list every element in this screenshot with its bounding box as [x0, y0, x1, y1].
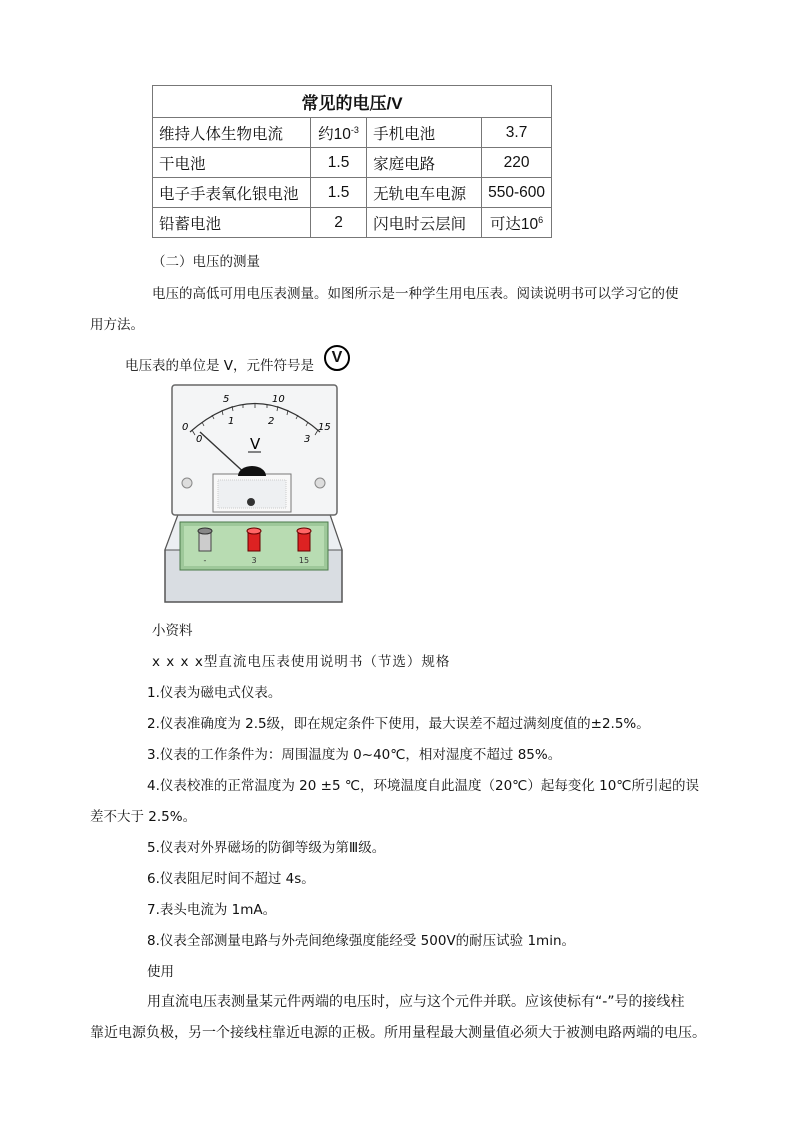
- unit-line: 电压表的单位是 V，元件符号是: [125, 358, 315, 374]
- scale-bottom-label: 2: [268, 416, 275, 427]
- table-cell: 可达$10^6$: [482, 208, 552, 238]
- table-cell: 干电池: [153, 148, 311, 178]
- terminal-label: 15: [298, 556, 310, 565]
- table-row: [153, 148, 552, 178]
- table-row: [153, 178, 552, 208]
- spec-item: 1.仪表为磁电式仪表。: [147, 685, 282, 701]
- table-cell: 维持人体生物电流: [153, 118, 311, 148]
- mount-screw: [315, 478, 325, 488]
- voltmeter-symbol-icon: V: [324, 345, 350, 371]
- table-cell: 约$10^{-3}$: [311, 118, 367, 148]
- scale-bottom-label: 1: [228, 416, 235, 427]
- table-cell: 550-600: [482, 178, 552, 208]
- terminal-15: [297, 528, 311, 551]
- table-cell: 3.7: [482, 118, 552, 148]
- table-cell: 电子手表氧化银电池: [153, 178, 311, 208]
- scale-bottom-label: 0: [196, 434, 203, 445]
- table-cell: 无轨电车电源: [367, 178, 482, 208]
- table-row: [153, 208, 552, 238]
- table-row: [153, 118, 552, 148]
- intro-paragraph-line: 电压的高低可用电压表测量。如图所示是一种学生用电压表。阅读说明书可以学习它的使: [152, 286, 679, 302]
- intro-paragraph-line: 用方法。: [90, 317, 144, 333]
- table-title: 常见的电压/V: [153, 86, 552, 118]
- table-cell: 1.5: [311, 178, 367, 208]
- table-cell: 2: [311, 208, 367, 238]
- section-heading: （二）电压的测量: [152, 254, 260, 270]
- mount-screw: [182, 478, 192, 488]
- spec-item: 差不大于 2.5%。: [90, 809, 197, 825]
- manual-title: x x x x型直流电压表使用说明书（节选）规格: [152, 654, 451, 670]
- spec-item: 4.仪表校准的正常温度为 20 ±5 ℃，环境温度自此温度（20℃）起每变化 10℃所引起的误: [147, 778, 699, 794]
- scale-top-label: 10: [272, 394, 285, 405]
- spec-item: 7.表头电流为 1mA。: [147, 902, 277, 918]
- scale-bottom-label: 3: [304, 434, 311, 445]
- usage-heading: 使用: [147, 964, 174, 980]
- common-voltage-table: [152, 85, 552, 238]
- spec-item: 8.仪表全部测量电路与外壳间绝缘强度能经受 500V的耐压试验 1min。: [147, 933, 576, 949]
- usage-paragraph-line: 用直流电压表测量某元件两端的电压时，应与这个元件并联。应该使标有“-”号的接线柱: [147, 994, 685, 1010]
- info-heading: 小资料: [152, 623, 193, 639]
- table-cell: 1.5: [311, 148, 367, 178]
- terminal-label: -: [203, 556, 207, 565]
- spec-item: 2.仪表准确度为 2.5级，即在规定条件下使用，最大误差不超过满刻度值的±2.5%。: [147, 716, 650, 732]
- spec-item: 6.仪表阻尼时间不超过 4s。: [147, 871, 315, 887]
- table-cell: 闪电时云层间: [367, 208, 482, 238]
- zero-adjust-screw: [247, 498, 255, 506]
- scale-top-label: 0: [182, 422, 189, 433]
- meter-unit-label: V: [250, 435, 261, 453]
- spec-item: 3.仪表的工作条件为：周围温度为 0~40℃，相对湿度不超过 85%。: [147, 747, 562, 763]
- table-cell: 220: [482, 148, 552, 178]
- spec-item: 5.仪表对外界磁场的防御等级为第Ⅲ级。: [147, 840, 386, 856]
- table-cell: 家庭电路: [367, 148, 482, 178]
- table-cell: 铅蓄电池: [153, 208, 311, 238]
- table-cell: 手机电池: [367, 118, 482, 148]
- voltmeter-illustration: [160, 380, 350, 605]
- terminal-negative: [198, 528, 212, 551]
- terminal-3: [247, 528, 261, 551]
- scale-top-label: 15: [318, 422, 331, 433]
- terminal-label: 3: [251, 556, 257, 565]
- scale-top-label: 5: [223, 394, 230, 405]
- usage-paragraph-line: 靠近电源负极，另一个接线柱靠近电源的正极。所用量程最大测量值必须大于被测电路两端的电压。: [90, 1025, 706, 1041]
